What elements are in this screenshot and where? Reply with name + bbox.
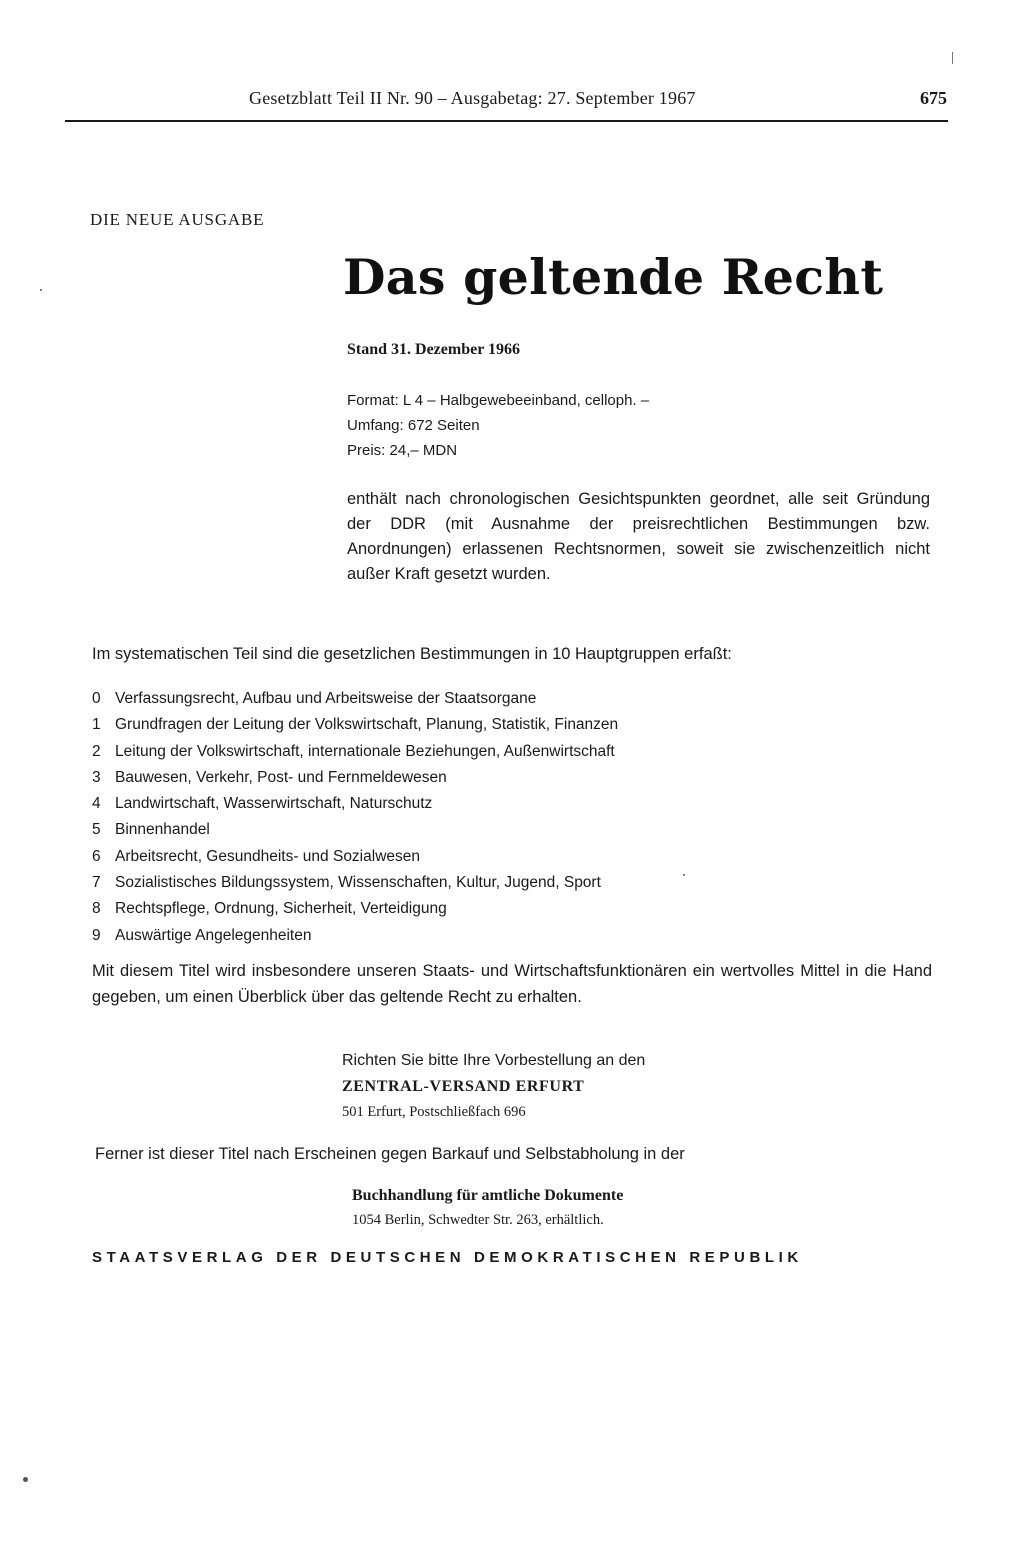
group-label: Rechtspflege, Ordnung, Sicherheit, Verteidigung [115, 900, 447, 918]
stand-date: Stand 31. Dezember 1966 [347, 341, 521, 358]
scan-speck [683, 874, 685, 876]
book-title: Das geltende Recht [343, 248, 884, 306]
shop-name: Buchhandlung für amtliche Dokumente [352, 1187, 624, 1204]
group-number: 6 [92, 847, 101, 865]
shop-block [352, 1183, 623, 1231]
group-number: 9 [92, 926, 101, 944]
group-label: Verfassungsrecht, Aufbau und Arbeitsweise der Staatsorgane [115, 690, 537, 707]
group-label: Arbeitsrecht, Gesundheits- und Sozialwesen [115, 847, 420, 865]
kicker-label: DIE NEUE AUSGABE [90, 210, 265, 229]
groups-intro: Im systematischen Teil sind die gesetzlichen Bestimmungen in 10 Hauptgruppen erfaßt: [92, 645, 732, 663]
header-rule [65, 120, 948, 122]
purpose-paragraph: Mit diesem Titel wird insbesondere unseren Staats- und Wirtschaftsfunktionären ein wertvolles Mittel in die Hand gegeben, um einen Überblick über das geltende Recht zu erhalten. [92, 962, 932, 1006]
page-number: 675 [920, 88, 947, 108]
umfang-line: Umfang: 672 Seiten [347, 417, 480, 434]
format-line: Format: L 4 – Halbgewebeeinband, celloph. – [347, 392, 650, 409]
list-item [92, 791, 618, 817]
publisher-line: STAATSVERLAG DER DEUTSCHEN DEMOKRATISCHEN REPUBLIK [92, 1249, 803, 1266]
group-number: 4 [92, 795, 101, 813]
list-item [92, 817, 618, 843]
group-number: 2 [92, 742, 101, 760]
order-block [342, 1048, 645, 1124]
group-label: Sozialistisches Bildungssystem, Wissenschaften, Kultur, Jugend, Sport [115, 874, 601, 892]
group-label: Binnenhandel [115, 821, 210, 839]
versand-address: 501 Erfurt, Postschließfach 696 [342, 1104, 526, 1120]
list-item [92, 896, 618, 922]
availability-note: Ferner ist dieser Titel nach Erscheinen gegen Barkauf und Selbstabholung in der [95, 1145, 685, 1163]
scan-speck [952, 52, 953, 64]
list-item [92, 686, 618, 712]
group-label: Leitung der Volkswirtschaft, internationale Beziehungen, Außenwirtschaft [115, 742, 615, 760]
group-label: Grundfragen der Leitung der Volkswirtschaft, Planung, Statistik, Finanzen [115, 716, 619, 734]
book-description: enthält nach chronologischen Gesichtspunkten geordnet, alle seit Gründung der DDR (mit Ausnahme der preisrechtlichen Bestimmungen bzw. Anordnungen) erlassenen Rechtsnormen, soweit sie zwischenzeitlich nicht außer Kraft gesetzt wurden. [347, 490, 930, 583]
group-number: 0 [92, 690, 101, 707]
group-label: Landwirtschaft, Wasserwirtschaft, Naturschutz [115, 795, 433, 813]
group-number: 8 [92, 900, 101, 918]
scan-speck [40, 289, 42, 291]
group-number: 3 [92, 768, 101, 786]
list-item [92, 739, 618, 765]
versand-name: ZENTRAL-VERSAND ERFURT [342, 1078, 585, 1095]
list-item [92, 712, 618, 738]
list-item [92, 844, 618, 870]
group-label: Bauwesen, Verkehr, Post- und Fernmeldewesen [115, 768, 447, 786]
group-number: 7 [92, 874, 101, 892]
scan-speck [23, 1477, 28, 1482]
preis-line: Preis: 24,– MDN [347, 442, 458, 459]
order-instruction: Richten Sie bitte Ihre Vorbestellung an den [342, 1052, 646, 1069]
group-number: 1 [92, 716, 101, 734]
group-number: 5 [92, 821, 101, 839]
groups-list [92, 686, 618, 949]
running-header: Gesetzblatt Teil II Nr. 90 – Ausgabetag: 27. September 1967 [249, 88, 696, 108]
list-item [92, 870, 618, 896]
group-label: Auswärtige Angelegenheiten [115, 926, 312, 944]
list-item [92, 765, 618, 791]
book-details [347, 388, 649, 463]
list-item [92, 923, 618, 949]
shop-address: 1054 Berlin, Schwedter Str. 263, erhältlich. [352, 1212, 604, 1228]
